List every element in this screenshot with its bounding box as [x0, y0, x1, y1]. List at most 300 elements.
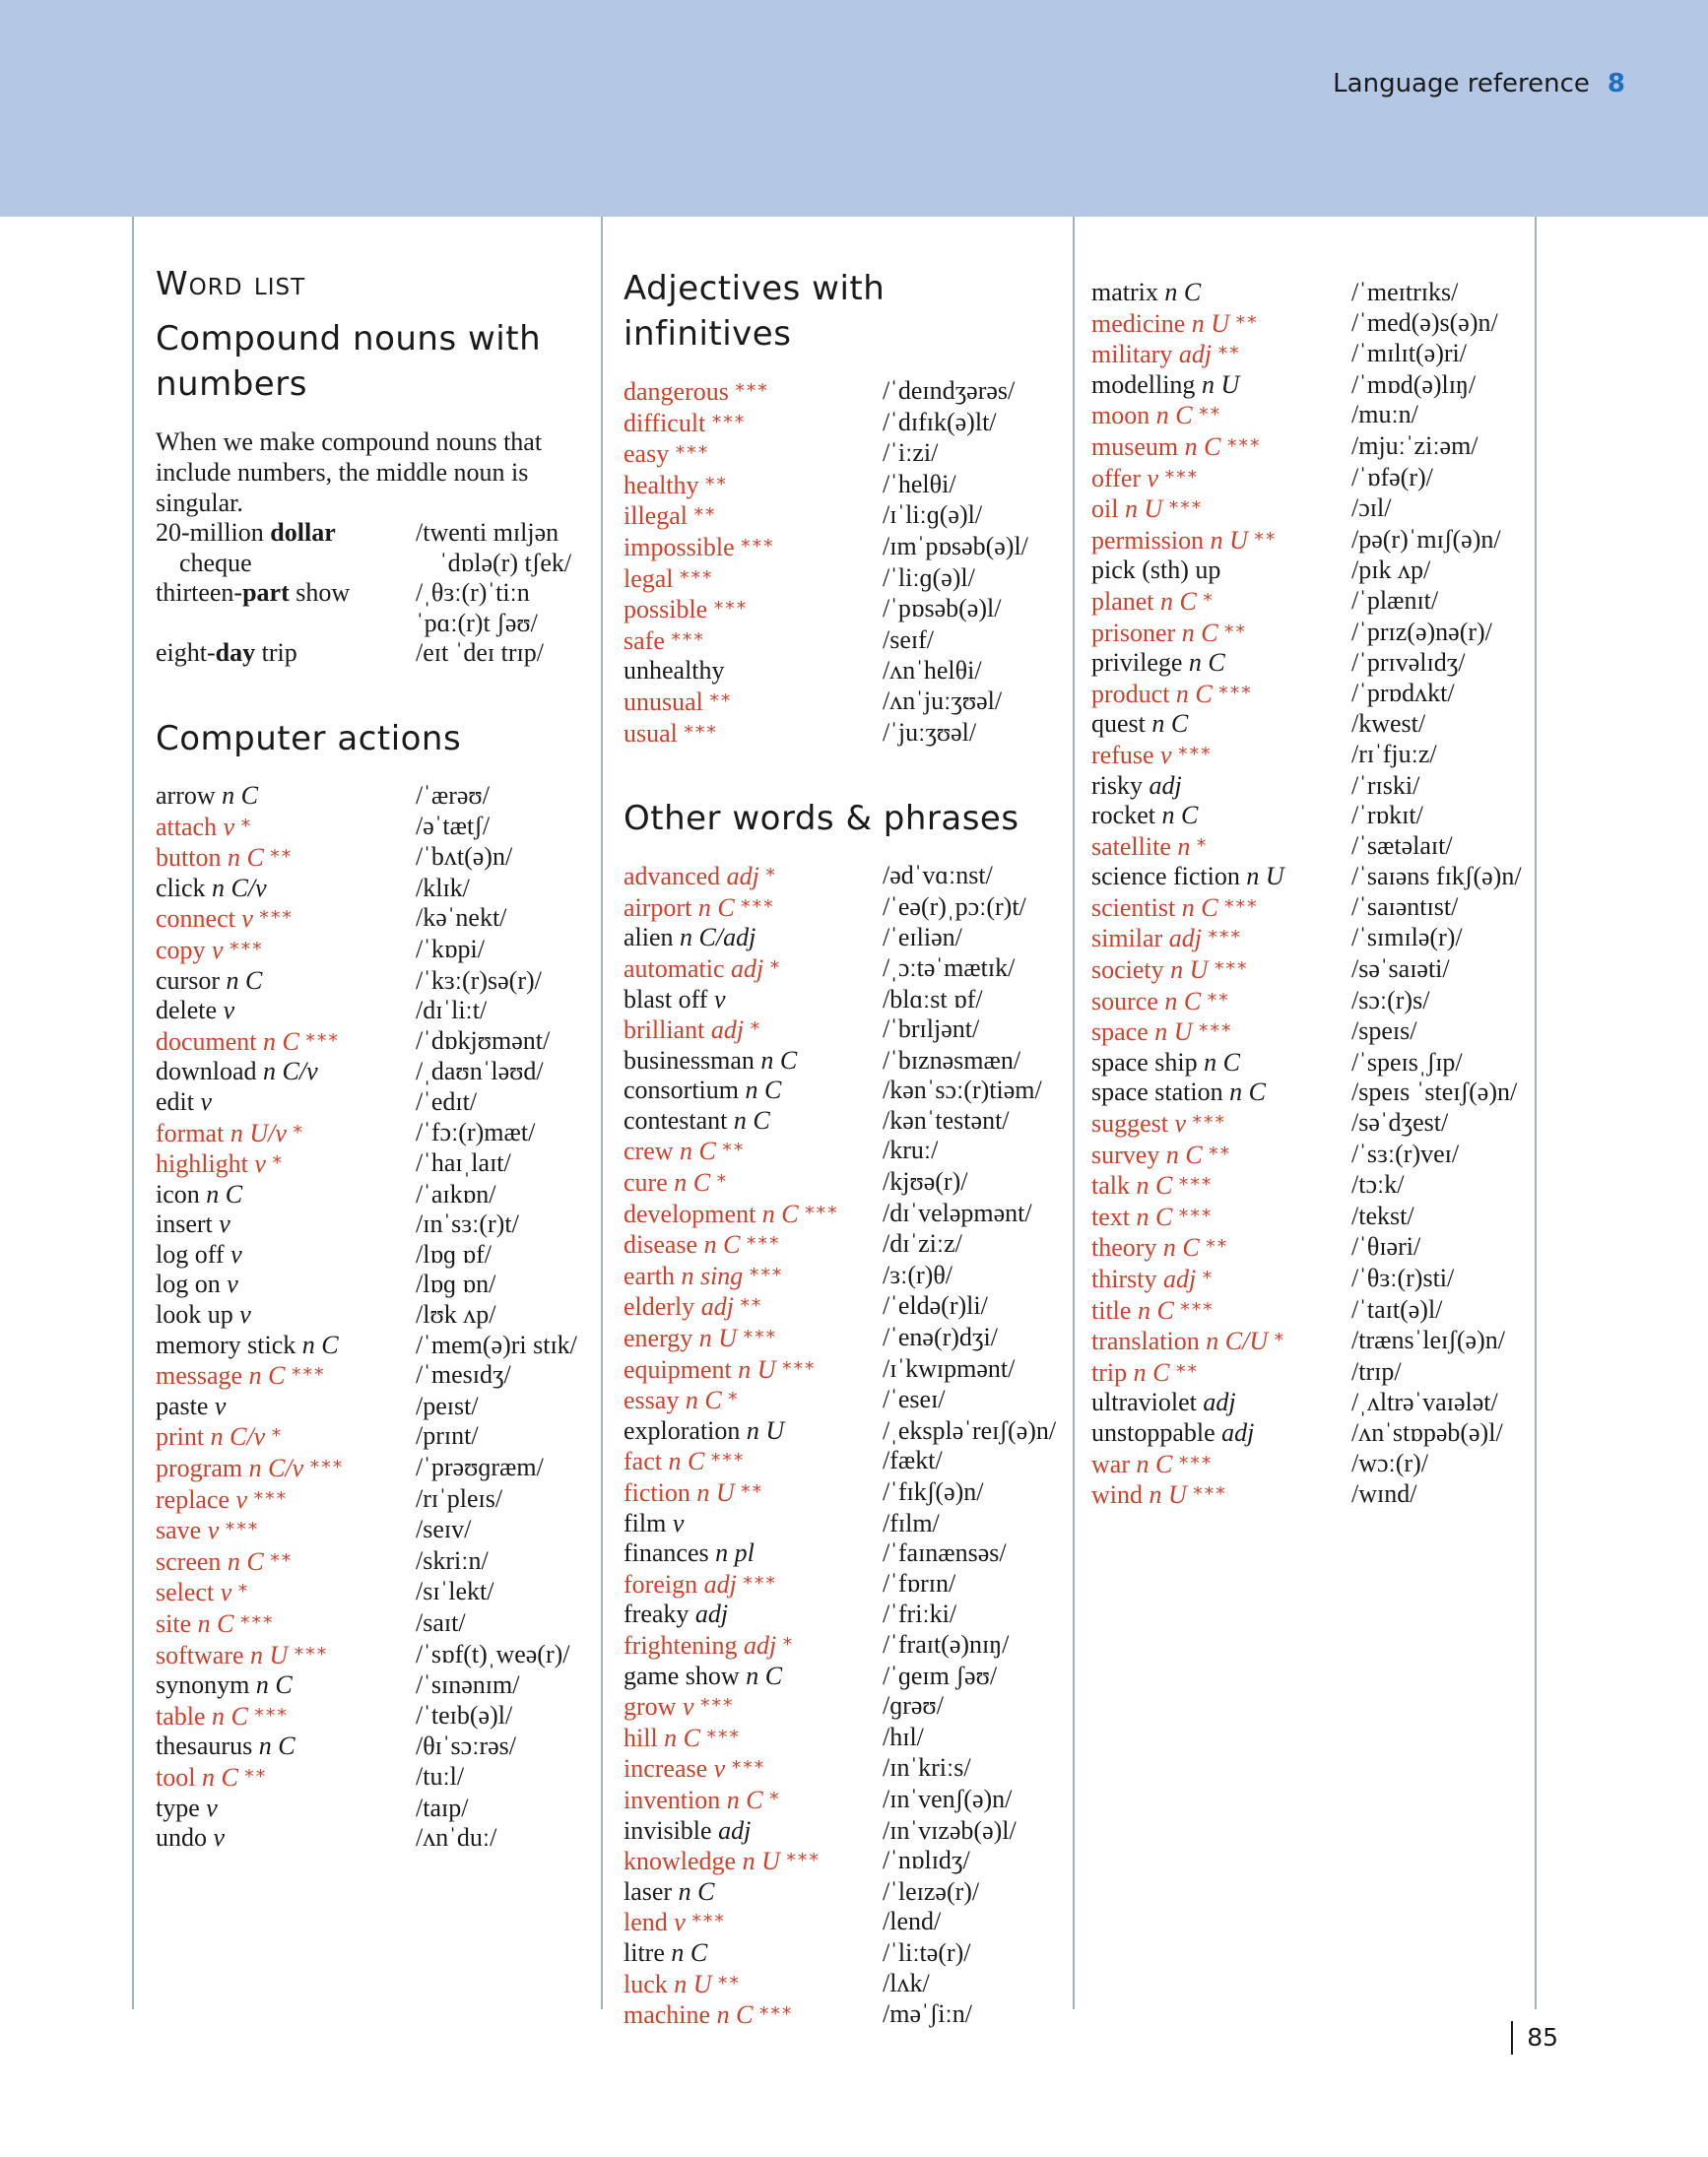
running-header [1333, 69, 1625, 98]
headword [624, 686, 883, 718]
grammar-label: n C [1137, 1295, 1174, 1325]
word-entry [1091, 771, 1544, 802]
headword-text: download [156, 1057, 257, 1086]
frequency-stars: * [237, 1581, 250, 1603]
phonetic: /seɪv/ [416, 1515, 472, 1544]
word-entry [624, 1354, 1047, 1386]
grammar-label: n C/U [1206, 1327, 1269, 1356]
word-entry [624, 861, 1047, 892]
headword [1091, 463, 1351, 494]
grammar-label: n U [1154, 1017, 1193, 1047]
headword [156, 935, 416, 966]
phonetic: /ˈbɪznəsmæn/ [883, 1045, 1021, 1075]
word-entry [1091, 1016, 1544, 1048]
phonetic: /lʊk ʌp/ [416, 1300, 496, 1330]
grammar-label: n [1177, 831, 1191, 861]
phonetic: /ɪˈliːɡ(ə)l/ [883, 500, 983, 530]
headword [624, 1569, 883, 1601]
grammar-label: n U/v [230, 1118, 287, 1147]
grammar-label: n U [1210, 525, 1248, 555]
headword [624, 1046, 883, 1077]
grammar-label: adj [703, 1569, 737, 1599]
frequency-stars: *** [691, 1911, 726, 1933]
frequency-stars: * [293, 1121, 304, 1144]
phonetic: /kəˈnekt/ [416, 903, 507, 933]
grammar-label: v [206, 1793, 218, 1822]
headword [156, 1484, 416, 1516]
headword-text: science fiction [1091, 862, 1240, 891]
word-entry [1091, 1295, 1544, 1327]
grammar-label: adj [1162, 1265, 1197, 1293]
grammar-label: n sing [681, 1261, 744, 1290]
word-entry [624, 1630, 1047, 1662]
headword-text: undo [156, 1823, 207, 1853]
phonetic: /ˈsɜː(r)veɪ/ [1351, 1139, 1460, 1168]
phonetic: /ɪnˈsɜː(r)t/ [416, 1209, 519, 1239]
word-entry [624, 1846, 1047, 1877]
headword-text: machine [624, 2000, 711, 2030]
headword-text: insert [156, 1209, 213, 1239]
headword [624, 1999, 883, 2031]
word-entry [156, 812, 569, 843]
compound-noun-row [156, 518, 569, 549]
headword-text: title [1091, 1295, 1132, 1325]
headword-text: increase [624, 1754, 708, 1784]
headword-text: privilege [1091, 648, 1183, 678]
word-entry [624, 656, 1047, 686]
phonetic: /məˈʃiːn/ [883, 1999, 972, 2029]
headword-text: crew [624, 1137, 674, 1166]
headword-text: museum [1091, 431, 1179, 461]
word-entry [1091, 463, 1544, 494]
headword [156, 1240, 416, 1271]
headword-text: finances [624, 1538, 709, 1568]
headword-text: satellite [1091, 831, 1171, 861]
word-entry [624, 923, 1047, 953]
phonetic: /ˌekspləˈreɪʃ(ə)n/ [883, 1415, 1057, 1445]
grammar-label: n U [1191, 308, 1230, 338]
frequency-stars: ** [1206, 1236, 1229, 1259]
phonetic: /rɪˈfjuːz/ [1351, 739, 1437, 768]
word-entry [156, 842, 569, 874]
phonetic: /səˈdʒest/ [1351, 1108, 1449, 1138]
frequency-stars: *** [1199, 1020, 1233, 1043]
headword-text: software [156, 1640, 244, 1669]
grammar-label: n U [250, 1640, 289, 1669]
phonetic: /kruː/ [883, 1136, 939, 1165]
headword [1091, 1202, 1351, 1233]
headword [156, 842, 416, 874]
word-entry [156, 781, 569, 812]
grammar-label: adj [726, 862, 759, 891]
phonetic: /kənˈtestənt/ [883, 1105, 1010, 1135]
headword-text: quest [1091, 709, 1146, 739]
headword-text: connect [156, 904, 235, 934]
headword-text: ultraviolet [1091, 1388, 1197, 1417]
grammar-label: v [235, 1484, 248, 1514]
headword-text: edit [156, 1086, 194, 1116]
phonetic: /ɪˈkwɪpmənt/ [883, 1353, 1016, 1383]
word-entry [624, 1569, 1047, 1601]
phonetic: /ʌnˈstɒpəb(ə)l/ [1351, 1417, 1503, 1447]
headword [156, 1794, 416, 1824]
headword [156, 1608, 416, 1640]
word-entry [156, 1823, 569, 1854]
grammar-label: adj [1221, 1417, 1255, 1447]
grammar-label: n C/v [212, 873, 267, 902]
headword-text: click [156, 873, 206, 902]
grammar-label: n C [1175, 679, 1213, 708]
frequency-stars: *** [749, 1264, 784, 1286]
frequency-stars: *** [230, 938, 264, 960]
word-entry [156, 1762, 569, 1794]
phonetic: /ˈbʌt(ə)n/ [416, 842, 513, 872]
word-entry [1091, 370, 1544, 401]
headword [156, 1670, 416, 1701]
frequency-stars: *** [1208, 927, 1242, 949]
headword-text: hill [624, 1723, 658, 1752]
headword [624, 1446, 883, 1477]
grammar-label: v [230, 1239, 242, 1269]
phonetic: /ˈsaɪəntɪst/ [1351, 891, 1459, 921]
phonetic: /mjuːˈziːəm/ [1351, 430, 1478, 460]
headword-text: impossible [624, 532, 735, 561]
grammar-label: n C [1162, 1233, 1200, 1263]
headword [1091, 1048, 1351, 1078]
phonetic: ˈpɑː(r)t ʃəʊ/ [416, 608, 538, 637]
headword-text: unusual [624, 686, 703, 716]
word-entry [624, 500, 1047, 532]
phonetic: /ˈɒfə(r)/ [1351, 462, 1433, 491]
frequency-stars: *** [711, 411, 747, 433]
grammar-label: v [213, 1823, 226, 1853]
headword [1091, 1078, 1351, 1108]
grammar-label: n C [1136, 1202, 1173, 1231]
headword [156, 1823, 416, 1854]
headword [624, 500, 883, 532]
grammar-label: n U [674, 1969, 712, 1998]
headword [156, 1546, 416, 1578]
headword [1091, 648, 1351, 679]
frequency-stars: ** [705, 473, 729, 495]
word-entry [156, 1392, 569, 1422]
grammar-label: adj [700, 1292, 734, 1322]
grammar-label: n C [671, 1937, 708, 1967]
phonetic: /ɔɪl/ [1351, 493, 1392, 523]
frequency-stars: *** [741, 895, 775, 918]
grammar-label: n C [1160, 586, 1197, 616]
headword-text: site [156, 1609, 192, 1638]
headword [1091, 1357, 1351, 1389]
grammar-label: v [212, 935, 224, 964]
phonetic: /ʌnˈjuːʒʊəl/ [883, 686, 1003, 715]
headword [156, 1421, 416, 1453]
phonetic: /ɪmˈpɒsəb(ə)l/ [883, 531, 1028, 560]
headword-text: alien [624, 923, 674, 952]
phonetic: /ˈsɪmɪlə(r)/ [1351, 923, 1463, 952]
headword [156, 1577, 416, 1608]
compound-noun [156, 609, 416, 639]
headword-text: exploration [624, 1415, 741, 1445]
section-title: Language reference [1333, 69, 1590, 98]
headword [624, 1723, 883, 1754]
word-entry [1091, 709, 1544, 740]
frequency-stars: * [1202, 1268, 1215, 1289]
headword [1091, 1264, 1351, 1295]
headword-text: unstoppable [1091, 1417, 1215, 1447]
headword-text: development [624, 1199, 756, 1228]
headword [624, 563, 883, 595]
grammar-label: v [214, 1391, 227, 1420]
word-entry [624, 470, 1047, 501]
headword-text: fiction [624, 1478, 690, 1507]
grammar-label: n C [263, 1026, 299, 1056]
headword-text: fact [624, 1447, 662, 1476]
headword-text: look up [156, 1300, 233, 1330]
grammar-label: n C [1181, 892, 1218, 922]
headword-text: brilliant [624, 1015, 705, 1045]
word-entry [624, 1538, 1047, 1569]
headword [156, 1118, 416, 1149]
compound-noun-middle: day [215, 638, 256, 668]
compound-nouns-heading: Compound nouns with numbers [156, 319, 542, 404]
grammar-label: n C [227, 843, 264, 873]
phonetic: /lend/ [883, 1907, 942, 1936]
headword [1091, 308, 1351, 340]
word-entry [1091, 308, 1544, 340]
word-entry [624, 1877, 1047, 1908]
headword [624, 1477, 883, 1509]
headword [624, 1199, 883, 1230]
frequency-stars: *** [743, 1327, 778, 1349]
word-entry [1091, 1048, 1544, 1078]
headword [624, 1291, 883, 1323]
frequency-stars: *** [225, 1519, 260, 1541]
headword [624, 1167, 883, 1199]
frequency-stars: ** [244, 1765, 268, 1788]
grammar-label: n C [1133, 1357, 1170, 1387]
grammar-label: n U [698, 1324, 738, 1353]
headword-text: format [156, 1118, 225, 1147]
phonetic: /trɪp/ [1351, 1356, 1402, 1386]
headword-text: print [156, 1422, 205, 1452]
grammar-label: v [672, 1508, 685, 1537]
headword-text: litre [624, 1937, 665, 1967]
phonetic: /ˌθɜː(r)ˈtiːn [416, 578, 530, 608]
phonetic: /ˈfraɪt(ə)nɪŋ/ [883, 1629, 1010, 1659]
phonetic: /ˈmem(ə)ri stɪk/ [416, 1330, 577, 1359]
headword-text: moon [1091, 401, 1150, 430]
grammar-label: n pl [715, 1538, 755, 1568]
word-entry [624, 892, 1047, 924]
headword-text: advanced [624, 862, 721, 891]
word-entry [1091, 1418, 1544, 1449]
headword [156, 1331, 416, 1361]
compound-noun [156, 518, 416, 549]
phonetic: /ˈaɪkɒn/ [416, 1179, 496, 1209]
grammar-label: n U [1149, 1480, 1187, 1510]
headword [624, 656, 883, 686]
headword-text: equipment [624, 1354, 732, 1384]
headword-text: replace [156, 1484, 230, 1514]
grammar-label: v [219, 1209, 230, 1239]
frequency-stars: *** [305, 1029, 340, 1052]
word-entry [624, 438, 1047, 470]
frequency-stars: ** [718, 1972, 742, 1994]
headword-text: space ship [1091, 1047, 1198, 1077]
headword-text: disease [624, 1230, 698, 1260]
headword [156, 903, 416, 935]
grammar-label: n C [733, 1105, 770, 1135]
phonetic: /səˈsaɪəti/ [1351, 954, 1450, 984]
headword [1091, 1326, 1351, 1357]
compound-noun-middle: dollar [270, 518, 336, 547]
frequency-stars: *** [741, 535, 775, 557]
phonetic: /ˌɔːtəˈmætɪk/ [883, 952, 1016, 982]
headword [1091, 431, 1351, 463]
compound-nouns-list [156, 518, 572, 669]
headword-text: delete [156, 996, 218, 1025]
headword [624, 861, 883, 892]
grammar-label: n C [685, 1386, 722, 1415]
grammar-label: adj [710, 1015, 745, 1045]
headword-text: wind [1091, 1480, 1143, 1510]
frequency-stars: ** [1199, 404, 1222, 426]
frequency-stars: *** [1178, 1205, 1214, 1227]
word-entry [156, 1330, 577, 1361]
phonetic: /seɪf/ [883, 624, 934, 654]
grammar-label: n C [227, 1546, 264, 1576]
compound-noun [156, 638, 416, 669]
headword [156, 1392, 416, 1422]
frequency-stars: *** [786, 1850, 821, 1872]
headword-text: table [156, 1701, 206, 1731]
phonetic: /kjʊə(r)/ [883, 1167, 968, 1197]
grammar-label: v [207, 1516, 220, 1545]
headword [624, 1846, 883, 1877]
grammar-label: n C/adj [680, 923, 756, 952]
frequency-stars: ** [270, 1549, 294, 1572]
frequency-stars: * [782, 1633, 795, 1656]
frequency-stars: *** [680, 566, 714, 589]
headword-text: blast off [624, 984, 708, 1013]
headword [1091, 1108, 1351, 1140]
headword-text: space station [1091, 1078, 1223, 1107]
headword-text: game show [624, 1661, 740, 1690]
frequency-stars: *** [684, 721, 718, 744]
headword-text: highlight [156, 1149, 248, 1179]
phonetic: /ˈfaɪnænsəs/ [883, 1538, 1007, 1568]
grammar-label: v [1174, 1109, 1187, 1139]
grammar-label: n C [664, 1723, 701, 1752]
grammar-label: n U [1246, 862, 1284, 891]
phonetic: /ˈfɒrɪn/ [883, 1568, 956, 1598]
column-2 [624, 264, 1057, 2031]
frequency-stars: ** [1175, 1360, 1199, 1383]
headword-text: survey [1091, 1140, 1160, 1169]
headword-text: cursor [156, 965, 220, 995]
phonetic: /lɒɡ ɒf/ [416, 1239, 493, 1269]
phonetic: /ˈsaɪəns fɪkʃ(ə)n/ [1351, 862, 1522, 891]
frequency-stars: *** [259, 907, 294, 930]
frequency-stars: *** [731, 1757, 766, 1780]
phonetic: /lɒɡ ɒn/ [416, 1270, 496, 1299]
headword-text: refuse [1091, 740, 1154, 769]
headword [624, 625, 883, 657]
frequency-stars: *** [1192, 1112, 1227, 1135]
headword [156, 1300, 416, 1331]
phonetic: /ˈspeɪsˌʃɪp/ [1351, 1047, 1463, 1077]
word-entry [624, 1415, 1057, 1447]
headword [156, 1026, 416, 1058]
word-entry [156, 1180, 569, 1210]
phonetic: /ˈeldə(r)li/ [883, 1291, 988, 1321]
grammar-label: v [1147, 463, 1159, 492]
headword [156, 1180, 416, 1210]
headword [1091, 771, 1351, 802]
phonetic: /fækt/ [883, 1446, 943, 1475]
phonetic: /ˈleɪzə(r)/ [883, 1876, 980, 1906]
grammar-label: v [220, 1578, 232, 1607]
phonetic: /dɪˈliːt/ [416, 996, 488, 1025]
word-entry [1091, 1108, 1544, 1140]
word-entry [1091, 1264, 1544, 1295]
headword [156, 1701, 416, 1732]
headword [624, 1014, 883, 1046]
frequency-stars: *** [1214, 958, 1249, 981]
grammar-label: n C [680, 1137, 716, 1166]
headword-text: oil [1091, 494, 1119, 524]
word-entry [1091, 1232, 1544, 1264]
phonetic: /ɡrəʊ/ [883, 1691, 944, 1721]
headword [624, 1662, 883, 1692]
grammar-label: v [241, 904, 253, 934]
phonetic: /kənˈsɔː(r)tiəm/ [883, 1076, 1042, 1105]
grammar-label: n C [212, 1701, 248, 1731]
phonetic: /ɪnˈkriːs/ [883, 1753, 971, 1783]
headword [1091, 370, 1351, 401]
frequency-stars: ** [693, 504, 717, 527]
headword-text: thesaurus [156, 1732, 253, 1761]
headword-text: program [156, 1454, 243, 1483]
headword [624, 1753, 883, 1785]
phonetic: /trænsˈleɪʃ(ə)n/ [1351, 1326, 1505, 1355]
phonetic: /ɪnˈvɪzəb(ə)l/ [883, 1815, 1017, 1845]
phonetic: /ˈsɒf(t)ˌweə(r)/ [416, 1639, 570, 1668]
compound-noun [156, 549, 439, 579]
grammar-label: n C [1229, 1078, 1266, 1107]
word-entry [156, 1670, 569, 1701]
adjectives-list [624, 376, 1047, 749]
phonetic: /dɪˈveləpmənt/ [883, 1198, 1032, 1227]
phonetic: /ˈmeɪtrɪks/ [1351, 278, 1459, 306]
headword-text: product [1091, 679, 1170, 708]
phonetic: /peɪst/ [416, 1391, 479, 1420]
phonetic: /ɜː(r)θ/ [883, 1260, 953, 1289]
compound-noun-row [156, 638, 569, 669]
headword-text: memory stick [156, 1330, 296, 1359]
word-entry [624, 1014, 1047, 1046]
compound-noun-row [156, 578, 569, 609]
frequency-stars: ** [1209, 1143, 1232, 1165]
grammar-label: v [223, 996, 235, 1025]
phonetic: /fɪlm/ [883, 1508, 940, 1537]
word-entry [1091, 679, 1544, 710]
headword [1091, 556, 1351, 586]
phonetic: /ˈdɪfɪk(ə)lt/ [883, 407, 997, 436]
headword-text: contestant [624, 1105, 728, 1135]
word-entry [624, 985, 1047, 1015]
